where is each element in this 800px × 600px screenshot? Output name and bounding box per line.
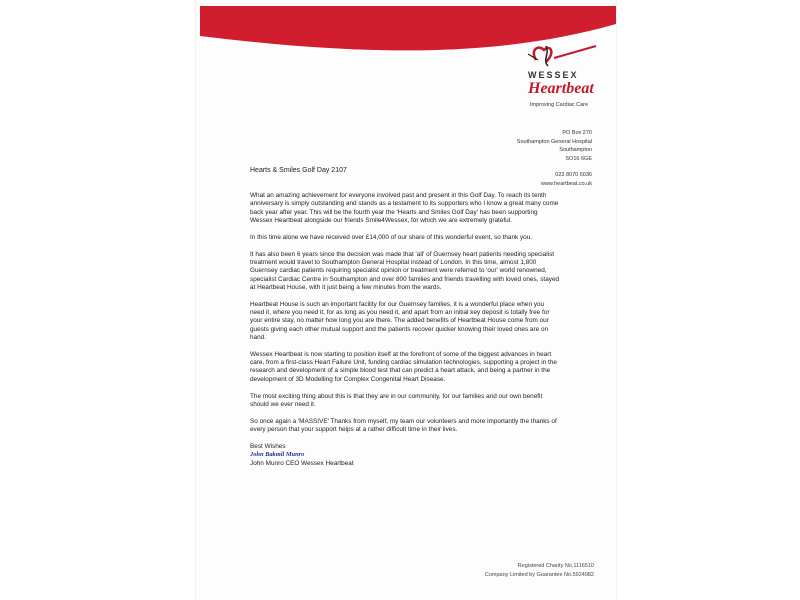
- footer-registration: [485, 562, 594, 580]
- letter-body: [250, 192, 560, 468]
- logo-tagline: Improving Cardiac Care: [530, 102, 589, 108]
- company-number: Company Limited by Guarantee No.5924982: [484, 572, 594, 578]
- letter-subject: Hearts & Smiles Golf Day 2107: [250, 167, 347, 174]
- charity-number: Registered Charity No.1116510: [517, 563, 594, 569]
- body-paragraph: What an amazing achievement for everyone involved past and present in this Golf Day. To reach its tenth anniversary is simply outstanding and stands as a testament to its supporters who I know a great many come back year after year. This will be the fourth year the 'Hearts and Smiles Golf Day' has been supporting Wessex Heartbeat alongside our friends Smile4Wessex, for which we are extremely grateful.: [250, 192, 559, 224]
- letter-page: [196, 0, 616, 600]
- address-line: SO16 6GE: [565, 155, 592, 162]
- website: www.heartbeat.co.uk: [540, 180, 592, 187]
- body-paragraph: The most exciting thing about this is that they are in our community, for our families and our own benefit should we ever need it.: [250, 392, 543, 408]
- address-line: Southampton General Hospital: [516, 138, 592, 145]
- logo-heartbeat-text: Heartbeat: [528, 80, 594, 97]
- body-paragraph: Wessex Heartbeat is now starting to position itself at the forefront of some of the biggest advances in heart care, from a first-class Heart Failure Unit, funding cardiac simulation technologies, supporting a project in the research and development of a simple blood test that can predict a heart attack, and being a partner in the development of 3D Modelling for Complex Congenital Heart Disease.: [250, 350, 557, 383]
- body-paragraph: So once again a 'MASSIVE' Thanks from myself, my team our volunteers and more importantly the thanks of every person that your support helps at a rather difficult time in their lives.: [250, 417, 557, 434]
- address-line: PO Box 270: [562, 130, 592, 136]
- signer-name-title: John Munro CEO Wessex Heartbeat: [250, 459, 354, 467]
- handwritten-signature: John Bakmil Munro: [250, 451, 305, 459]
- sender-address: [452, 129, 592, 188]
- address-line: Southampton: [559, 147, 592, 153]
- body-paragraph: Heartbeat House is such an important facility for our Guernsey families, it is a wonderful place when you need it, where you need it, for as long as you need it, and apart from an initial key deposit is totally free for your entire stay, no matter how long you are there. The added benefits of Heartbeat House come from our guests giving each other mutual support and the patients recover quicker knowing their loved ones are on hand.: [250, 300, 550, 341]
- phone-number: 023 8070 6036: [555, 172, 592, 178]
- closing-text: Best Wishes: [250, 442, 286, 450]
- signoff-block: [250, 443, 560, 468]
- logo-wessex-text: WESSEX: [528, 70, 579, 80]
- body-paragraph: In this time alone we have received over £14,000 of our share of this wonderful event, so thank you.: [250, 233, 533, 241]
- wessex-heartbeat-logo: [516, 40, 606, 125]
- body-paragraph: It has also been 6 years since the decision was made that 'all' of Guernsey heart patients needing specialist treatment would travel to Southampton General Hospital instead of London. In this time, almost 1,800 Guernsey cardiac patients requiring specialist opinion or treatment were referred to 'our' world renowned, specialist Cardiac Centre in Southampton and over 800 families and friends travelling with loved ones, stayed at Heartbeat House, with it just being a few minutes from the wards.: [250, 250, 560, 291]
